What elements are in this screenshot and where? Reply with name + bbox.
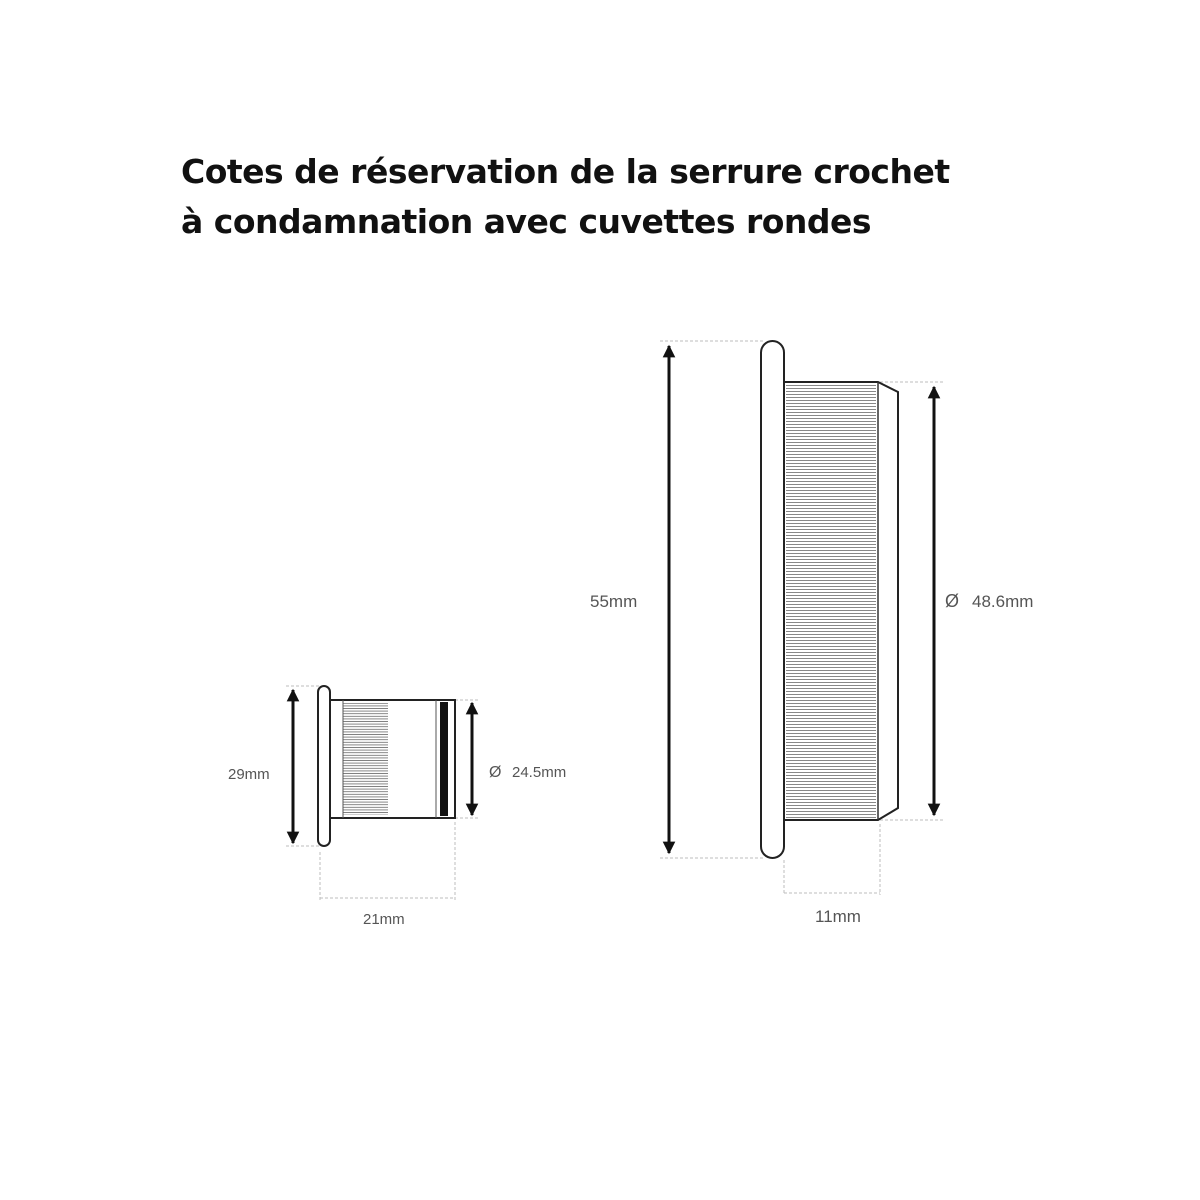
small-flange [318, 686, 330, 846]
small-width-label: 21mm [363, 911, 405, 928]
diameter-icon: Ø [489, 764, 502, 781]
title-line-1: Cotes de réservation de la serrure crochet [181, 152, 950, 191]
diameter-icon: Ø [945, 591, 960, 611]
small-height-label: 29mm [228, 766, 270, 783]
large-diameter-label: 48.6mm [972, 592, 1034, 611]
small-diameter-label: 24.5mm [512, 764, 567, 781]
large-height-label: 55mm [590, 592, 638, 611]
large-cuvette [590, 341, 1033, 926]
title-line-2: à condamnation avec cuvettes rondes [181, 202, 872, 241]
small-body-knurl [343, 703, 388, 815]
large-flange [761, 341, 784, 858]
small-cuvette [228, 686, 566, 928]
small-body-band [440, 702, 448, 816]
large-depth-label: 11mm [815, 907, 861, 926]
large-body-knurl [786, 384, 876, 818]
